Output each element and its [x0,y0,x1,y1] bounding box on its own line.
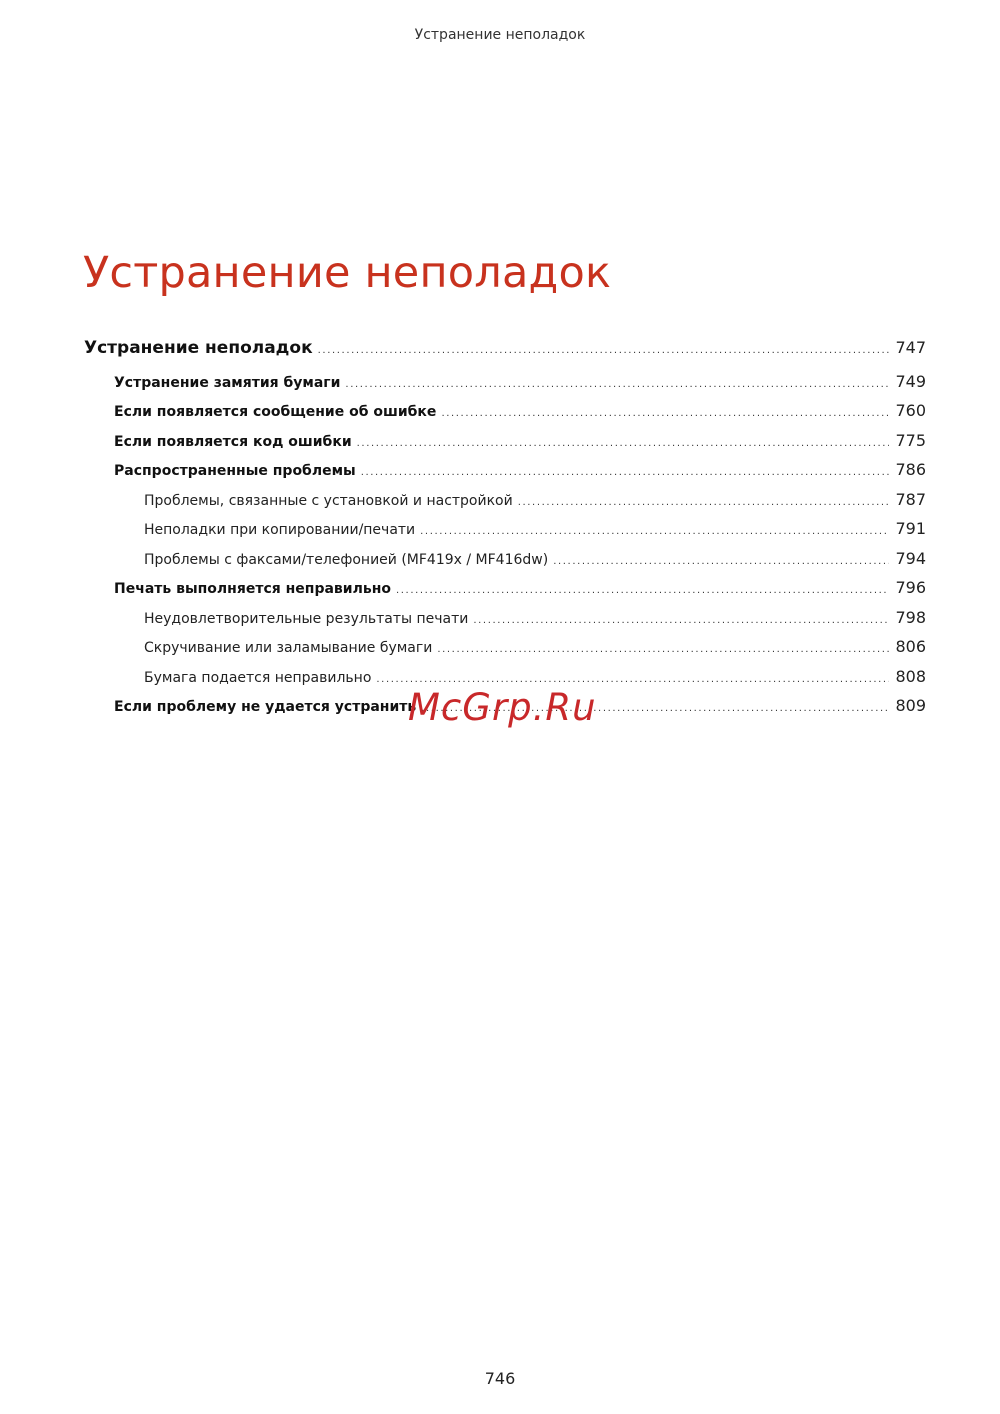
toc-entry-label: Неполадки при копировании/печати [144,522,416,538]
toc-page-number: 749 [895,372,926,391]
toc-entry-label: Если появляется код ошибки [114,434,352,450]
toc-entry-label: Неудовлетворительные результаты печати [144,611,469,627]
toc-page-number: 794 [895,549,926,568]
toc-dot-leader [345,379,889,390]
toc-entry[interactable] [114,401,926,420]
toc-entry-label: Печать выполняется неправильно [114,581,391,597]
toc-entry[interactable] [114,578,926,597]
toc-entry-label: Проблемы, связанные с установкой и настройкой [144,493,513,509]
toc-dot-leader [376,674,889,685]
toc-page-number: 747 [895,338,926,357]
toc-entry[interactable] [114,372,926,391]
toc-entry[interactable] [114,431,926,450]
toc-entry[interactable] [144,608,926,627]
toc-entry[interactable] [144,667,926,686]
toc-page-number: 806 [895,637,926,656]
toc-page-number: 808 [895,667,926,686]
toc-entry[interactable] [114,460,926,479]
toc-entry-label: Бумага подается неправильно [144,670,372,686]
toc-page-number: 798 [895,608,926,627]
watermark-text: McGrp.Ru [408,686,597,729]
toc-dot-leader [357,438,890,449]
toc-dot-leader [553,556,889,567]
page-number: 746 [484,1369,516,1388]
toc-page-number: 760 [895,401,926,420]
toc-entry-label: Устранение неполадок [84,338,313,358]
toc-entry[interactable] [144,549,926,568]
toc-entry[interactable] [144,637,926,656]
toc-dot-leader [473,615,889,626]
toc-page-number: 791 [895,519,926,538]
toc-dot-leader [518,497,890,508]
toc-page-number: 809 [895,696,926,715]
toc-dot-leader [396,585,889,596]
toc-dot-leader [441,408,889,419]
toc-entry[interactable] [84,338,926,358]
toc-entry-label: Проблемы с факсами/телефонией (MF419x / MF416dw) [144,552,549,568]
toc-dot-leader [420,526,889,537]
toc-entry-label: Скручивание или заламывание бумаги [144,640,433,656]
toc-entry-label: Распространенные проблемы [114,463,356,479]
running-header: Устранение неполадок [414,27,586,43]
toc-entry[interactable] [144,490,926,509]
toc-page-number: 786 [895,460,926,479]
toc-entry[interactable] [144,519,926,538]
toc-entry-label: Если появляется сообщение об ошибке [114,404,437,420]
toc-page-number: 796 [895,578,926,597]
toc-dot-leader [318,345,890,356]
toc-dot-leader [437,644,889,655]
toc-page-number: 775 [895,431,926,450]
toc-entry-label: Если проблему не удается устранить [114,699,417,715]
toc-entry-label: Устранение замятия бумаги [114,375,341,391]
chapter-title: Устранение неполадок [83,248,612,298]
toc-dot-leader [361,467,890,478]
toc-page-number: 787 [895,490,926,509]
